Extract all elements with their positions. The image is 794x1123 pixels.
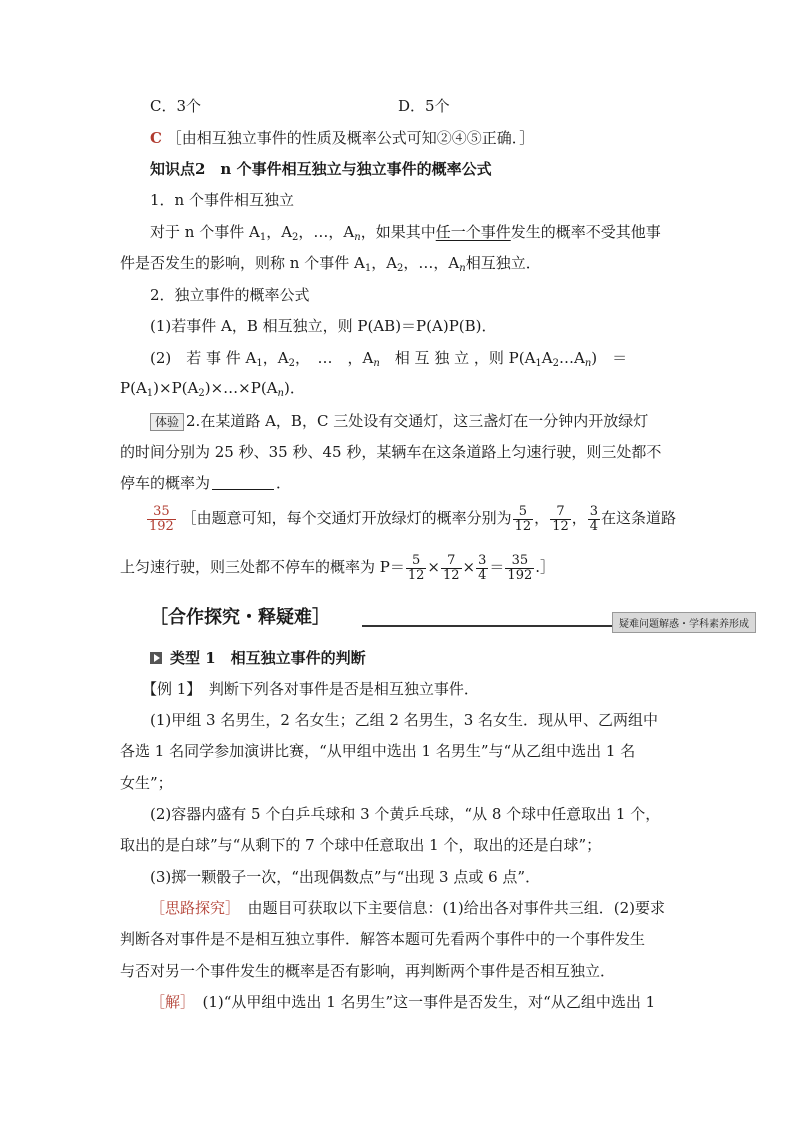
subsection-1-title: 1．n 个事件相互独立	[150, 191, 294, 209]
text: ，如果其中	[360, 223, 436, 241]
numerator: 5	[412, 552, 421, 568]
numerator: 7	[447, 552, 456, 568]
text: 件是否发生的影响，则称 n 个事件 A	[120, 254, 365, 272]
answer-blank	[212, 475, 274, 490]
fraction	[588, 505, 600, 534]
underlined-term: 任一个事件	[435, 223, 511, 241]
text: 2.在某道路 A，B，C 三处设有交通灯，这三盏灯在一分钟内开放绿灯	[186, 412, 649, 430]
answer-fraction	[147, 505, 176, 534]
fraction	[505, 554, 534, 583]
experience-line-2: 的时间分别为 25 秒、35 秒、45 秒，某辆车在这条道路上匀速行驶，则三处都不	[120, 443, 662, 461]
formula-2-line-2: $P(A_1)\times P(A_2)\times\dots\times P(A_n)$．	[120, 379, 305, 399]
example-1-part-1-line-2: 各选 1 名同学参加演讲比赛，“从甲组中选出 1 名男生”与“从乙组中选出 1 名	[120, 742, 636, 760]
numerator: 5	[518, 503, 528, 519]
experience-line-1	[150, 411, 648, 431]
text: 在这条道路	[601, 509, 677, 527]
solution-line-1	[150, 992, 655, 1012]
knowledge-point-heading: 知识点2 n 个事件相互独立与独立事件的概率公式	[150, 160, 492, 178]
solution-label: ［解］	[150, 993, 188, 1011]
denominator: 12	[407, 567, 425, 583]
experience-line-3	[120, 473, 291, 493]
text: 相互独立．	[465, 254, 541, 272]
formula-1: (1)若事件 A，B 相互独立，则 P(AB)＝P(A)P(B)．	[150, 317, 497, 335]
fraction	[513, 505, 534, 534]
text: ，A	[262, 349, 289, 367]
text: ，A	[371, 254, 398, 272]
denominator: 4	[589, 518, 599, 534]
text: 由题目可获取以下主要信息：(1)给出各对事件共三组．(2)要求	[232, 899, 666, 917]
text: ．	[276, 474, 292, 492]
example-1-part-2-line-2: 取出的是白球”与“从剩下的 7 个球中任意取出 1 个，取出的还是白球”；	[120, 836, 602, 854]
answer-explanation: ［由相互独立事件的性质及概率公式可知②④⑤正确．］	[166, 129, 535, 147]
fraction	[476, 554, 488, 583]
answer-1	[150, 128, 534, 148]
numerator: 35	[511, 552, 529, 568]
answer-letter: C	[150, 129, 162, 147]
text: 停车的概率为	[120, 474, 211, 492]
fraction	[406, 554, 427, 583]
text: )．	[283, 379, 305, 397]
text: 发生的概率不受其他事	[510, 223, 661, 241]
play-triangle-icon	[150, 652, 162, 664]
answer-2-line-1: $\frac{35}{192}$ ［由题意可知，每个交通灯开放绿灯的概率分别为 $\frac{5}{12}$ ， $\frac{7}{12}$ ， $\frac{3}{4}$ 在这条道路	[149, 503, 677, 534]
denominator: 12	[552, 518, 569, 534]
example-1-part-2-line-1: (2)容器内盛有 5 个白乒乓球和 3 个黄乒乓球，“从 8 个球中任意取出 1 个，	[150, 805, 661, 823]
text: A	[541, 349, 553, 367]
denominator: 192	[149, 518, 174, 534]
idea-line-1	[150, 898, 665, 918]
numerator: 3	[589, 503, 599, 519]
fraction	[441, 554, 462, 583]
section-header	[150, 603, 756, 629]
text: )×…×P(A	[204, 379, 278, 397]
denominator: 12	[514, 518, 532, 534]
denominator: 192	[507, 567, 533, 583]
example-1-part-1-line-1: (1)甲组 3 名男生，2 名女生；乙组 2 名男生，3 名女生．现从甲、乙两组中	[150, 711, 659, 729]
type-1-heading	[150, 648, 366, 668]
text: ， … ，A	[294, 349, 374, 367]
experience-badge: 体验	[150, 413, 184, 431]
idea-line-2: 判断各对事件是不是相互独立事件．解答本题可先看两个事件中的一个事件发生	[120, 930, 646, 948]
text: 类型 1 相互独立事件的判断	[170, 649, 366, 667]
numerator: 3	[478, 552, 487, 568]
text: 上匀速行驶，则三处都不停车的概率为 P＝	[120, 558, 405, 576]
option-d: D．5个	[398, 97, 450, 115]
text: ，A	[266, 223, 293, 241]
text: (1)“从甲组中选出 1 名男生”这一事件是否发生，对“从乙组中选出 1	[187, 993, 656, 1011]
idea-line-3: 与否对另一个事件发生的概率是否有影响，再判断两个事件是否相互独立．	[120, 962, 616, 980]
fraction	[550, 505, 571, 534]
definition-line-2: 件是否发生的影响，则称 n 个事件 $A_1$，$A_2$，…，$A_n$相互独立．	[120, 254, 541, 274]
text: ) ＝	[591, 349, 628, 367]
answer-2-line-2: 上匀速行驶，则三处都不停车的概率为 P＝ $\frac{5}{12}$ × $\frac{7}{12}$ × $\frac{3}{4}$ ＝ $\frac{35}{192}$ .］	[120, 552, 556, 583]
section-tag: 疑难问题解惑・学科素养形成	[612, 612, 756, 633]
section-title: ［合作探究・释疑难］	[150, 607, 330, 628]
text: ，…，A	[403, 254, 460, 272]
text: 对于 n 个事件 A	[150, 223, 260, 241]
numerator: 7	[556, 503, 565, 519]
text: ［由题意可知，每个交通灯开放绿灯的概率分别为	[181, 509, 512, 527]
example-1-part-3: (3)掷一颗骰子一次，“出现偶数点”与“出现 3 点或 6 点”．	[150, 868, 541, 886]
subsection-2-title: 2．独立事件的概率公式	[150, 286, 310, 304]
example-1-intro	[142, 679, 479, 699]
text: 判断下列各对事件是否是相互独立事件．	[193, 680, 479, 698]
text: P(A	[120, 379, 147, 397]
text: ，…，A	[298, 223, 355, 241]
formula-2-line-1: (2) 若 事 件 $A_1$，$A_2$， … ，$A_n$ 相 互 独 立 ，则 $P(A_1A_2\dots A_n)$ ＝	[150, 349, 628, 369]
denominator: 4	[478, 567, 487, 583]
text: …A	[559, 349, 585, 367]
definition-line-1: 对于 n 个事件 $A_1$，$A_2$，…，$A_n$，如果其中任一个事件发生的概率不受其他事	[150, 223, 661, 243]
text: )×P(A	[153, 379, 199, 397]
text: .］	[535, 558, 556, 576]
option-c: C．3个	[150, 97, 202, 115]
example-1-part-1-line-3: 女生”；	[120, 774, 173, 792]
text: 相 互 独 立 ，则 P(A	[379, 349, 536, 367]
example-label: 【例 1】	[142, 680, 194, 698]
numerator: 35	[153, 503, 170, 519]
text: (2) 若 事 件 A	[150, 349, 257, 367]
denominator: 12	[443, 567, 460, 583]
idea-label: ［思路探究］	[150, 899, 233, 917]
